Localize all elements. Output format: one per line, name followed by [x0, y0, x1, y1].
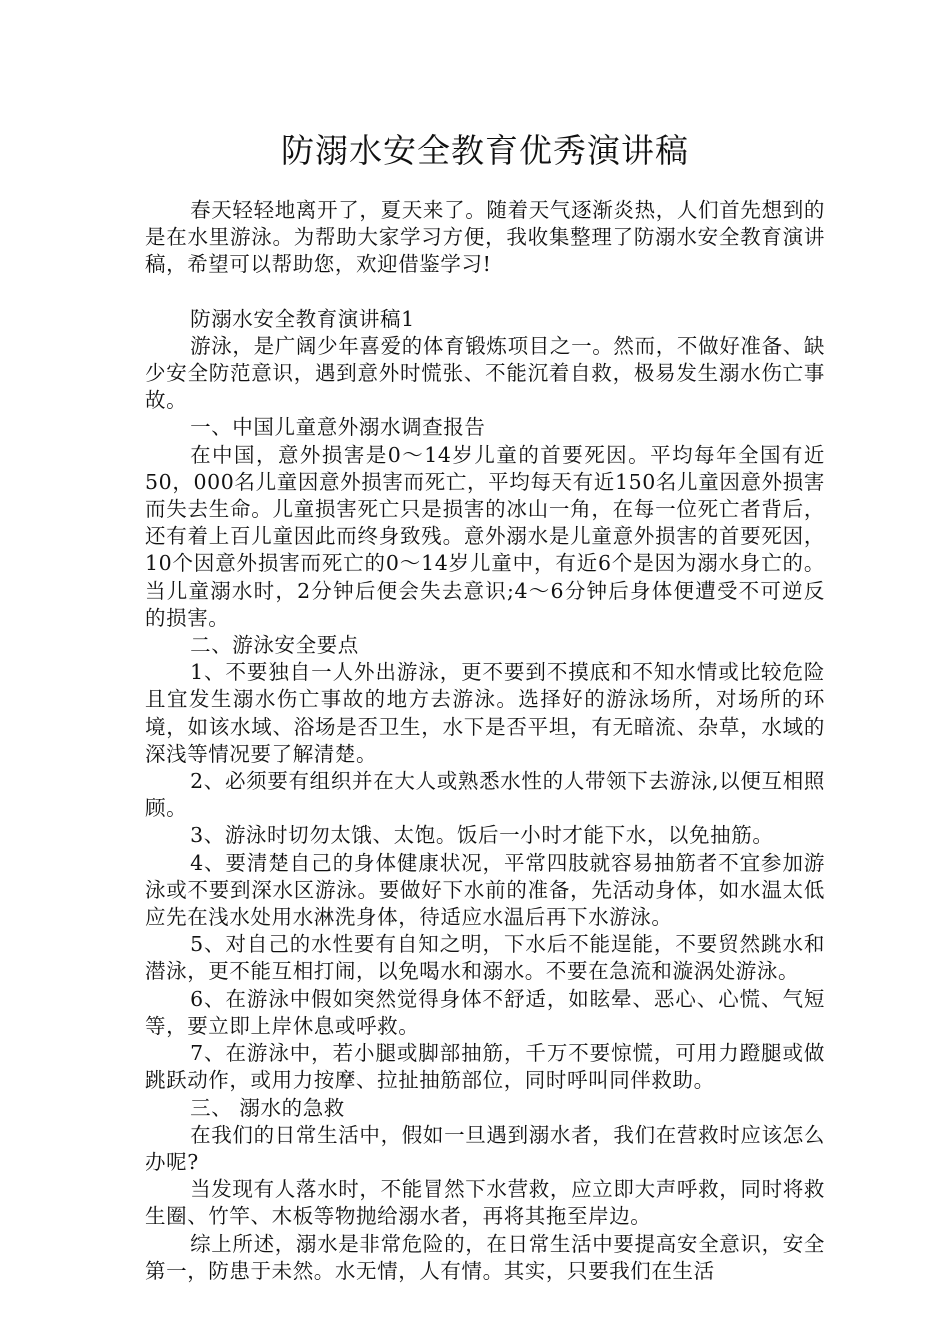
- list-item: 7、在游泳中，若小腿或脚部抽筋，千万不要惊慌，可用力蹬腿或做跳跃动作，或用力按摩、拉扯抽筋部位，同时呼叫同伴救助。: [145, 1041, 825, 1093]
- list-item: 6、在游泳中假如突然觉得身体不舒适，如眩晕、恶心、心慌、气短等，要立即上岸休息或呼救。: [145, 986, 825, 1038]
- list-item: 1、不要独自一人外出游泳，更不要到不摸底和不知水情或比较危险且宜发生溺水伤亡事故的地方去游泳。选择好的游泳场所，对场所的环境，如该水域、浴场是否卫生，水下是否平坦，有无暗流、杂草，水域的深浅等情况要了解清楚。: [145, 660, 825, 766]
- section-heading: 三、 溺水的急救: [190, 1095, 345, 1120]
- list-item: 5、对自己的水性要有自知之明，下水后不能逞能，不要贸然跳水和潜泳，更不能互相打闹，以免喝水和溺水。不要在急流和漩涡处游泳。: [145, 932, 825, 984]
- paragraph: 游泳，是广阔少年喜爱的体育锻炼项目之一。然而，不做好准备、缺少安全防范意识，遇到意外时慌张、不能沉着自救，极易发生溺水伤亡事故。: [145, 333, 825, 413]
- list-item: 4、要清楚自己的身体健康状况，平常四肢就容易抽筋者不宜参加游泳或不要到深水区游泳。要做好下水前的准备，先活动身体，如水温太低应先在浅水处用水淋洗身体，待适应水温后再下水游泳。: [145, 850, 825, 930]
- paragraph: 当发现有人落水时，不能冒然下水营救，应立即大声呼救，同时将救生圈、竹竿、木板等物抛给溺水者，再将其拖至岸边。: [145, 1177, 825, 1229]
- section-heading: 一、中国儿童意外溺水调查报告: [190, 415, 486, 440]
- section-heading: 二、游泳安全要点: [190, 633, 359, 658]
- list-item: 3、游泳时切勿太饿、太饱。饭后一小时才能下水，以免抽筋。: [190, 823, 774, 848]
- paragraph: 在中国，意外损害是0～14岁儿童的首要死因。平均每年全国有近50，000名儿童因意外损害而死亡，平均每天有近150名儿童因意外损害而失去生命。儿童损害死亡只是损害的冰山一角，在每一位死亡者背后，还有着上百儿童因此而终身致残。意外溺水是儿童意外损害的首要死因，10个因意外损害而死亡的0～14岁儿童中，有近6个是因为溺水身亡的。当儿童溺水时，2分钟后便会失去意识;4～6分钟后身体便遭受不可逆反的损害。: [145, 442, 825, 630]
- list-item: 2、必须要有组织并在大人或熟悉水性的人带领下去游泳,以便互相照顾。: [145, 769, 825, 821]
- section-heading-speech-1: 防溺水安全教育演讲稿1: [190, 306, 415, 331]
- document-title: 防溺水安全教育优秀演讲稿: [281, 131, 689, 170]
- paragraph: 在我们的日常生活中，假如一旦遇到溺水者，我们在营救时应该怎么办呢?: [145, 1122, 825, 1174]
- intro-paragraph: 春天轻轻地离开了，夏天来了。随着天气逐渐炎热，人们首先想到的是在水里游泳。为帮助大家学习方便，我收集整理了防溺水安全教育演讲稿，希望可以帮助您，欢迎借鉴学习!: [145, 198, 825, 277]
- paragraph: 综上所述，溺水是非常危险的，在日常生活中要提高安全意识，安全第一，防患于未然。水无情，人有情。其实，只要我们在生活: [145, 1231, 825, 1283]
- document-body: [145, 197, 825, 1285]
